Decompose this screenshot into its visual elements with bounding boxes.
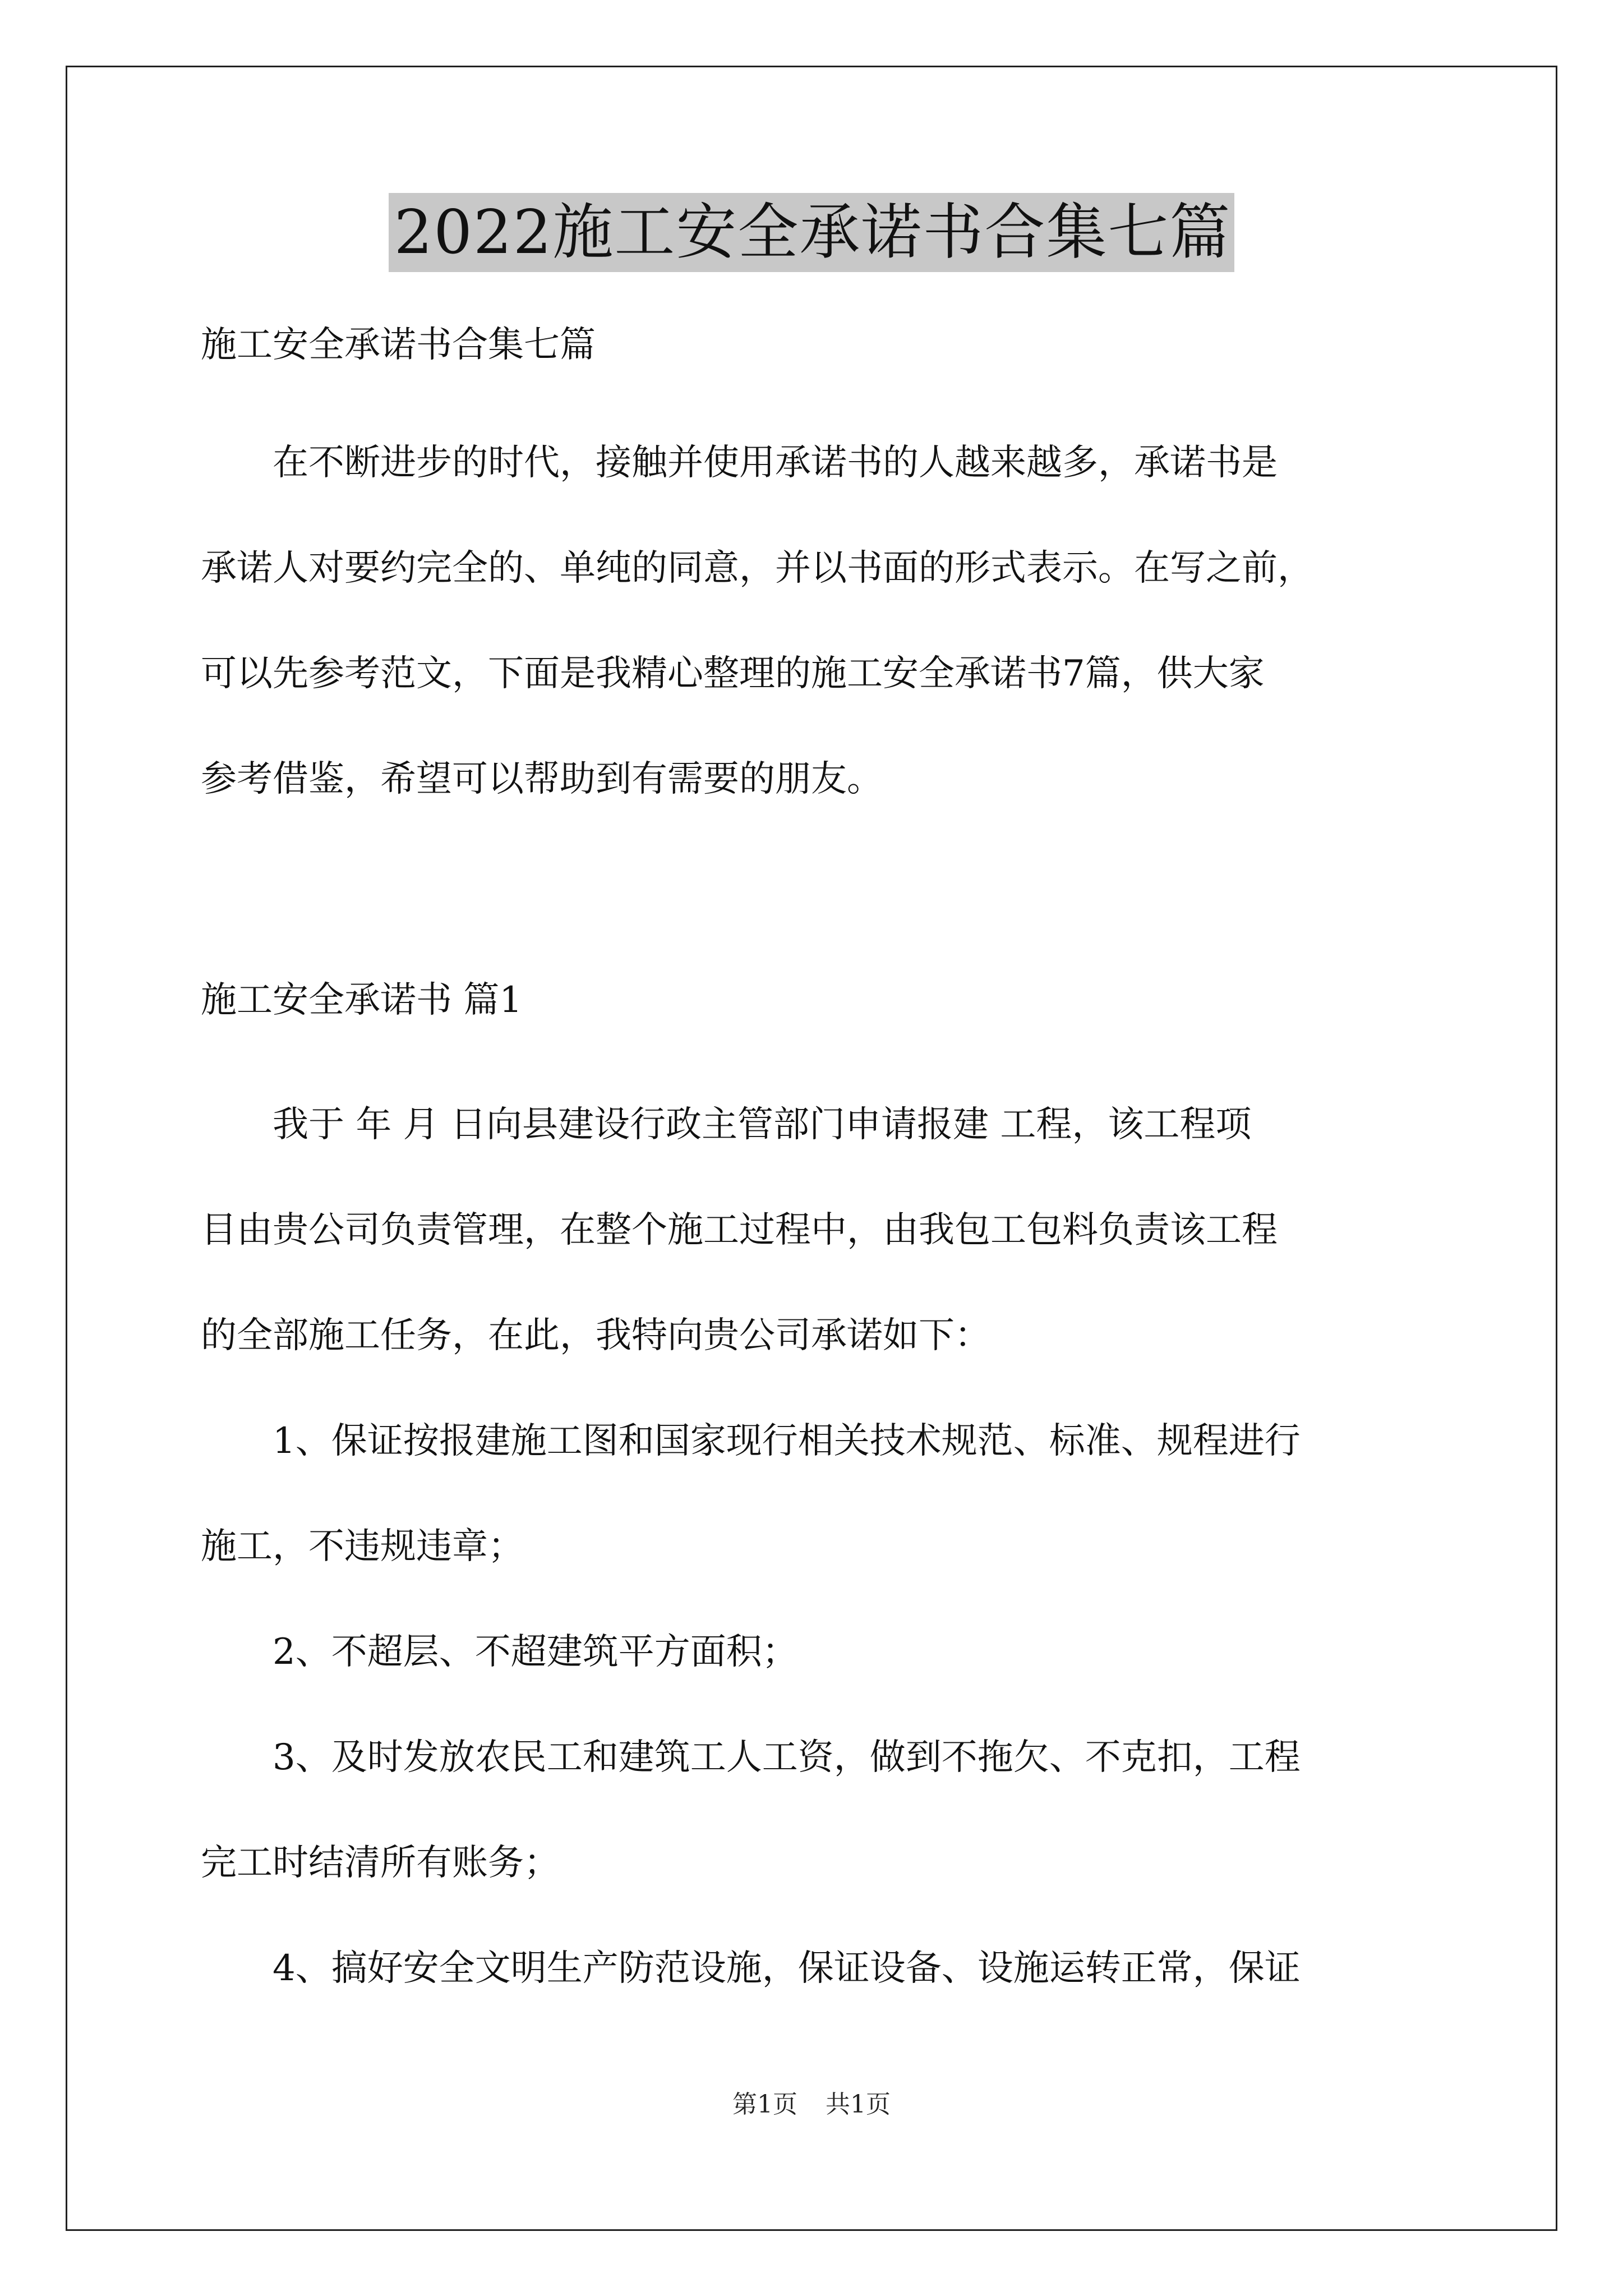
section-line-5: 施工，不违规违章； (201, 1526, 524, 1567)
section-line-4: 1、保证按报建施工图和国家现行相关技术规范、标准、规程进行 (273, 1420, 1301, 1462)
section-line-3: 的全部施工任务，在此，我特向贵公司承诺如下： (201, 1315, 990, 1356)
page-footer (0, 2088, 1623, 2122)
document-title (0, 194, 1623, 272)
section-heading: 施工安全承诺书 篇1 (201, 979, 523, 1021)
intro-line-3: 可以先参考范文，下面是我精心整理的施工安全承诺书7篇，供大家 (201, 653, 1265, 694)
page-total: 共1页 (826, 2090, 891, 2119)
section-line-9: 4、搞好安全文明生产防范设施，保证设备、设施运转正常，保证 (273, 1948, 1301, 1989)
section-line-7: 3、及时发放农民工和建筑工人工资，做到不拖欠、不克扣，工程 (273, 1737, 1301, 1778)
section-line-1: 我于 年 月 日向县建设行政主管部门申请报建 工程，该工程项 (273, 1104, 1252, 1145)
document-title-text: 2022施工安全承诺书合集七篇 (389, 193, 1235, 272)
page-number: 第1页 (732, 2090, 797, 2119)
intro-line-1: 在不断进步的时代，接触并使用承诺书的人越来越多，承诺书是 (273, 442, 1278, 484)
section-line-6: 2、不超层、不超建筑平方面积； (273, 1631, 798, 1673)
section-line-2: 目由贵公司负责管理，在整个施工过程中，由我包工包料负责该工程 (201, 1209, 1278, 1251)
subtitle: 施工安全承诺书合集七篇 (201, 324, 596, 366)
intro-line-2: 承诺人对要约完全的、单纯的同意，并以书面的形式表示。在写之前， (201, 547, 1313, 589)
section-line-8: 完工时结清所有账务； (201, 1842, 560, 1884)
intro-line-4: 参考借鉴，希望可以帮助到有需要的朋友。 (201, 758, 883, 800)
